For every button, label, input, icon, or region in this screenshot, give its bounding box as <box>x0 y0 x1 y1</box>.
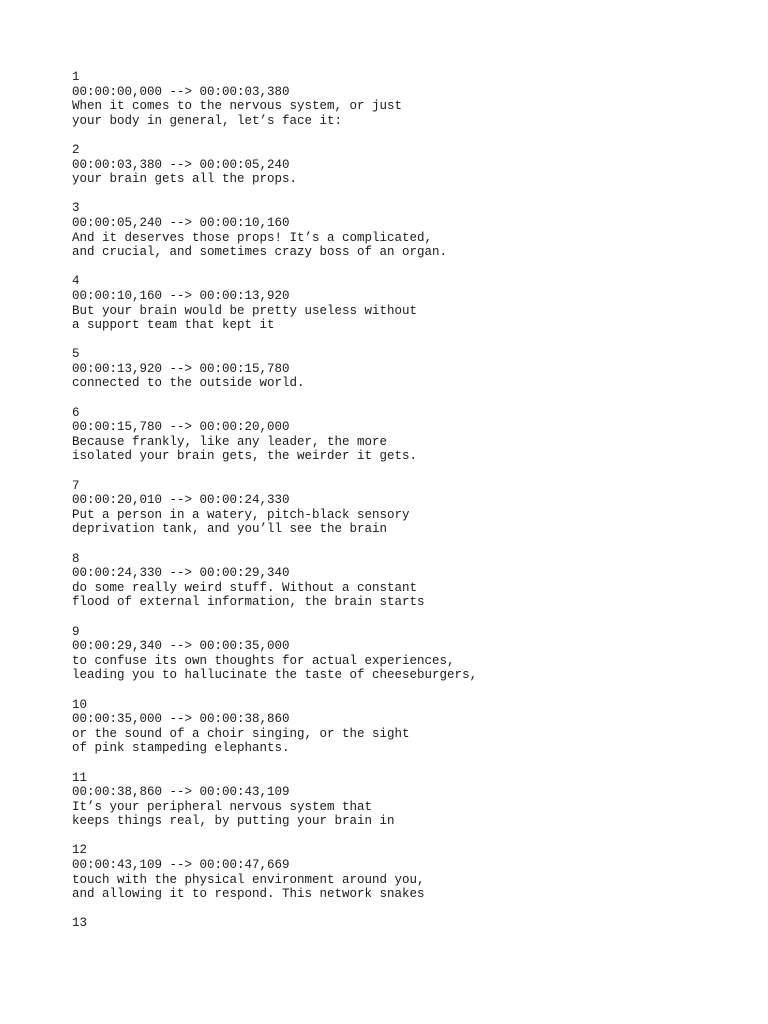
cue-text-line: a support team that kept it <box>72 318 275 333</box>
cue-text-line: isolated your brain gets, the weirder it gets. <box>72 449 418 464</box>
cue-index: 11 <box>72 770 88 785</box>
cue-text-line: keeps things real, by putting your brain in <box>72 814 395 829</box>
cue-index: 10 <box>72 697 88 712</box>
cue-text-line: Because frankly, like any leader, the more <box>72 434 388 449</box>
cue-text-line: and allowing it to respond. This network snakes <box>72 887 425 902</box>
cue-index: 1 <box>72 70 80 84</box>
subtitle-cue <box>72 274 732 332</box>
subtitle-cue <box>72 843 732 901</box>
cue-index: 13 <box>72 916 88 931</box>
cue-timestamp: 00:00:03,380 --> 00:00:05,240 <box>72 157 290 172</box>
cue-timestamp: 00:00:35,000 --> 00:00:38,860 <box>72 712 290 727</box>
cue-text-line: connected to the outside world. <box>72 376 305 391</box>
cue-index: 7 <box>72 478 80 493</box>
cue-text-line: to confuse its own thoughts for actual experiences, <box>72 653 455 668</box>
subtitle-cue <box>72 771 732 829</box>
cue-text-line: And it deserves those props! It’s a complicated, <box>72 230 433 245</box>
subtitle-cue <box>72 625 732 683</box>
subtitle-cue <box>72 552 732 610</box>
cue-text-line: your brain gets all the props. <box>72 172 298 187</box>
cue-text-line: deprivation tank, and you’ll see the brain <box>72 522 388 537</box>
cue-text-line: flood of external information, the brain starts <box>72 595 425 610</box>
subtitle-cue <box>72 70 732 128</box>
cue-timestamp: 00:00:00,000 --> 00:00:03,380 <box>72 84 290 99</box>
subtitle-cue <box>72 406 732 464</box>
cue-index: 3 <box>72 201 80 216</box>
cue-index: 6 <box>72 405 80 420</box>
cue-text-line: or the sound of a choir singing, or the sight <box>72 726 410 741</box>
cue-text-line: your body in general, let’s face it: <box>72 113 343 128</box>
cue-text-line: and crucial, and sometimes crazy boss of an organ. <box>72 245 448 260</box>
cue-timestamp: 00:00:20,010 --> 00:00:24,330 <box>72 493 290 508</box>
cue-timestamp: 00:00:10,160 --> 00:00:13,920 <box>72 288 290 303</box>
subtitle-cue <box>72 143 732 187</box>
cue-index: 5 <box>72 347 80 362</box>
cue-index: 4 <box>72 274 80 289</box>
cue-text-line: touch with the physical environment around you, <box>72 872 425 887</box>
cue-text-line: do some really weird stuff. Without a constant <box>72 580 418 595</box>
cue-timestamp: 00:00:38,860 --> 00:00:43,109 <box>72 785 290 800</box>
cue-text-line: of pink stampeding elephants. <box>72 741 290 756</box>
cue-index: 12 <box>72 843 88 858</box>
cue-timestamp: 00:00:24,330 --> 00:00:29,340 <box>72 566 290 581</box>
cue-timestamp: 00:00:43,109 --> 00:00:47,669 <box>72 858 290 873</box>
subtitle-cue <box>72 479 732 537</box>
cue-timestamp: 00:00:29,340 --> 00:00:35,000 <box>72 639 290 654</box>
cue-index: 9 <box>72 624 80 639</box>
cue-timestamp: 00:00:15,780 --> 00:00:20,000 <box>72 420 290 435</box>
cue-text-line: But your brain would be pretty useless without <box>72 303 418 318</box>
subtitle-cue <box>72 916 732 931</box>
cue-text-line: leading you to hallucinate the taste of cheeseburgers, <box>72 668 478 683</box>
cue-timestamp: 00:00:05,240 --> 00:00:10,160 <box>72 215 290 230</box>
subtitle-cue <box>72 698 732 756</box>
cue-text-line: When it comes to the nervous system, or just <box>72 99 403 114</box>
cue-index: 8 <box>72 551 80 566</box>
subtitle-cue <box>72 201 732 259</box>
subtitle-document <box>72 70 732 946</box>
cue-text-line: It’s your peripheral nervous system that <box>72 799 373 814</box>
cue-timestamp: 00:00:13,920 --> 00:00:15,780 <box>72 361 290 376</box>
cue-index: 2 <box>72 142 80 157</box>
cue-text-line: Put a person in a watery, pitch-black sensory <box>72 507 410 522</box>
subtitle-cue <box>72 347 732 391</box>
